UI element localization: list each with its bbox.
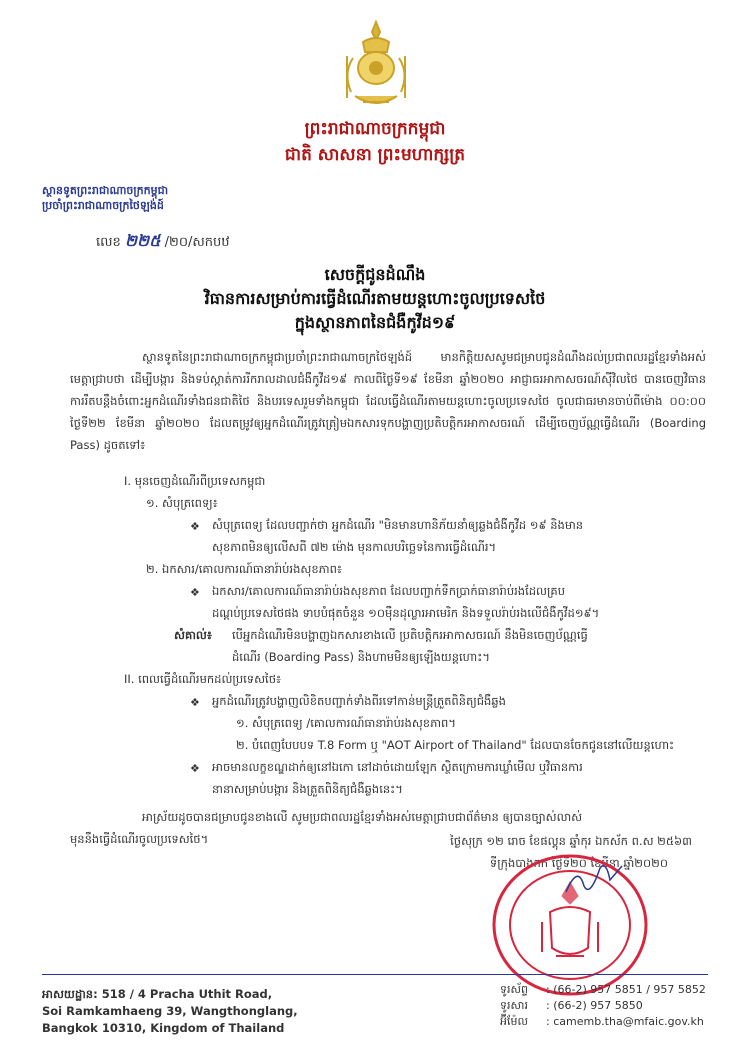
fax-label: ទូរសារ: [500, 999, 528, 1012]
phone-label: ទូរស័ព្ទ: [500, 983, 528, 996]
reference-handwritten-number: ២២៥: [124, 231, 161, 250]
section-2-sub-2: ២. បំពេញបែបបទ T.8 Form ឬ "AOT Airport of Thailand" ដែលបានចែកជូននៅលើយន្តហោះ: [236, 738, 675, 752]
date-solar: ទីក្រុងបាងកក ថ្ងៃទី២០ ខែមីនា ឆ្នាំ២០២០: [489, 856, 668, 870]
section-2-heading: II. ពេលធ្វើដំណើរមកដល់ប្រទេសថៃ៖: [124, 672, 282, 686]
date-lunar: ថ្ងៃសុក្រ ១២ រោច ខែផល្គុន ឆ្នាំកុរ ឯកស័ក ព.ស ២៥៦៣: [450, 834, 692, 848]
item-2-bullet-line-1: ឯកសារ/គោលការណ៍ធានារ៉ាប់រងសុខភាព ដែលបញ្ជាក់ទឹកប្រាក់ធានារ៉ាប់រងដែលគ្រប: [212, 584, 566, 598]
item-2-title: ២. ឯកសារ/គោលការណ៍ធានារ៉ាប់រងសុខភាព៖: [146, 562, 342, 576]
email-value[interactable]: : camemb.tha@mfaic.gov.kh: [546, 1015, 704, 1028]
address-line-3: Bangkok 10310, Kingdom of Thailand: [42, 1021, 285, 1035]
section-2-bullet-2-line-1: អាចមានលក្ខខណ្ឌដាក់ឲ្យនៅឯកោ នៅដាច់ដោយឡែក ស្ថិតក្រោមការឃ្លាំមើល ឬវិធានការ: [212, 760, 583, 774]
royal-emblem: [333, 18, 419, 114]
diamond-bullet-icon: ❖: [190, 520, 200, 533]
kingdom-title: ព្រះរាជាណាចក្រកម្ពុជា: [304, 119, 446, 139]
footer-contact: [500, 982, 706, 1030]
diamond-bullet-icon: ❖: [190, 586, 200, 599]
section-1-heading: I. មុនចេញដំណើរពីប្រទេសកម្ពុជា: [124, 474, 266, 488]
reference-number: [96, 230, 230, 254]
closing-line-2: មុននឹងធ្វើដំណើរចូលប្រទេសថៃ។: [70, 832, 209, 846]
fax-value: : (66-2) 957 5850: [546, 999, 643, 1012]
section-2-bullet-1: អ្នកដំណើរត្រូវបង្ហាញលិខិតបញ្ជាក់ទាំងពីរទៅកាន់មន្ត្រីត្រួតពិនិត្យជំងឺឆ្លង: [212, 694, 506, 708]
item-1-bullet-line-2: សុខភាពមិនឲ្យលើសពី ៧២ ម៉ោង មុនកាលបរិច្ឆេទនៃការធ្វើដំណើរ។: [212, 540, 497, 554]
embassy-location: ប្រចាំព្រះរាជាណាចក្រថៃឡង់ដ៍: [42, 199, 164, 212]
reference-suffix: /២០/សកបឋ: [164, 235, 230, 250]
footer-address: [42, 986, 298, 1037]
section-2-bullet-2-line-2: នានាសម្រាប់បង្ការ និងត្រួតពិនិត្យជំងឺឆ្លងនេះ។: [212, 782, 403, 796]
item-1-title: ១. សំបុត្រពេទ្យ៖: [146, 496, 218, 510]
intro-paragraph: ស្ថានទូតនៃព្រះរាជាណាចក្រកម្ពុជាប្រចាំព្រះរាជាណាចក្រថៃឡង់ដ៍ មានកិត្តិយសសូមជម្រាបជូនដំណឹងដល់ប្រជាពលរដ្ឋខ្មែរទាំងអស់ មេត្តាជ្រាបថា ដើម្បីបង្ការ និងទប់ស្កាត់ការរីករាលដាលជំងឺកូវីដ១៩ កាលពីថ្ងៃទី១៩ ខែមីនា ឆ្នាំ២០២០ អាជ្ញាធរអាកាសចរណ៍ស៊ីវិលថៃ បានចេញវិធានការរឹតបន្ដឹងចំពោះអ្នកដំណើរទាំងជនជាតិថៃ និងបរទេសរួមទាំងកម្ពុជា ដែលធ្វើដំណើរតាមយន្តហោះចូលប្រទេសថៃ ចូលជាធរមានចាប់ពីម៉ោង ០០:០០ ថ្ងៃទី២២ ខែមីនា ឆ្នាំ២០២០ ដែលតម្រូវឲ្យអ្នកដំណើរត្រូវត្រៀមឯកសារទុកបង្ហាញប្រតិបត្តិករអាកាសចរណ៍ ដើម្បីចេញប័ណ្ណធ្វើដំណើរ (Boarding Pass) ដូចតទៅ៖: [70, 350, 706, 452]
note-line-2: ដំណើរ (Boarding Pass) និងហាមមិនឲ្យឡើងយន្តហោះ។: [232, 650, 490, 664]
address-line-1: 518 / 4 Pracha Uthit Road,: [101, 987, 273, 1001]
note-label: សំគាល់៖: [174, 628, 212, 642]
address-line-2: Soi Ramkamhaeng 39, Wangthonglang,: [42, 1004, 298, 1018]
closing-line-1: អាស្រ័យដូចបានជម្រាបជូនខាងលើ សូមប្រជាពលរដ្ឋខ្មែរទាំងអស់មេត្តាជ្រាបជាព័ត៌មាន ឲ្យបានច្បាស់លាស់: [142, 810, 583, 824]
notice-subtitle: វិធានការសម្រាប់ការធ្វើដំណើរតាមយន្តហោះចូលប្រទេសថៃ: [204, 289, 546, 308]
email-label: អ៊ីម៉ែល: [500, 1015, 528, 1028]
address-label: អាសយដ្ឋាន:: [42, 987, 98, 1001]
diamond-bullet-icon: ❖: [190, 762, 200, 775]
nation-motto: ជាតិ សាសនា ព្រះមហាក្សត្រ: [284, 145, 466, 165]
section-2-sub-1: ១. សំបុត្រពេទ្យ /គោលការណ៍ធានារ៉ាប់រងសុខភាព។: [236, 716, 456, 730]
embassy-name: ស្ថានទូតព្រះរាជាណាចក្រកម្ពុជា: [42, 184, 169, 197]
reference-prefix: លេខ: [96, 235, 121, 250]
note-line-1: បើអ្នកដំណើរមិនបង្ហាញឯកសារខាងលើ ប្រតិបត្តិករអាកាសចរណ៍ នឹងមិនចេញប័ណ្ណធ្វើ: [232, 628, 588, 642]
notice-title: សេចក្ដីជូនដំណឹង: [324, 265, 426, 284]
signature-mark: [560, 858, 640, 898]
diamond-bullet-icon: ❖: [190, 696, 200, 709]
footer-divider: [42, 974, 708, 975]
item-1-bullet-line-1: សំបុត្រពេទ្យ ដែលបញ្ជាក់ថា អ្នកដំណើរ "មិនមានហានិភ័យនាំឲ្យឆ្លងជំងឺកូវីដ ១៩ និងមាន: [212, 518, 584, 532]
notice-subtitle-2: ក្នុងស្ថានភាពនៃជំងឺកូវីដ១៩: [294, 313, 456, 332]
phone-value: : (66-2) 957 5851 / 957 5852: [546, 983, 706, 996]
item-2-bullet-line-2: ដណ្ដប់ប្រទេសថៃផង ទាបបំផុតចំនួន ១០ម៉ឺនដុល្លារអាមេរិក និងទទួលរ៉ាប់រងលើជំងឺកូវីដ១៩។: [212, 606, 600, 620]
